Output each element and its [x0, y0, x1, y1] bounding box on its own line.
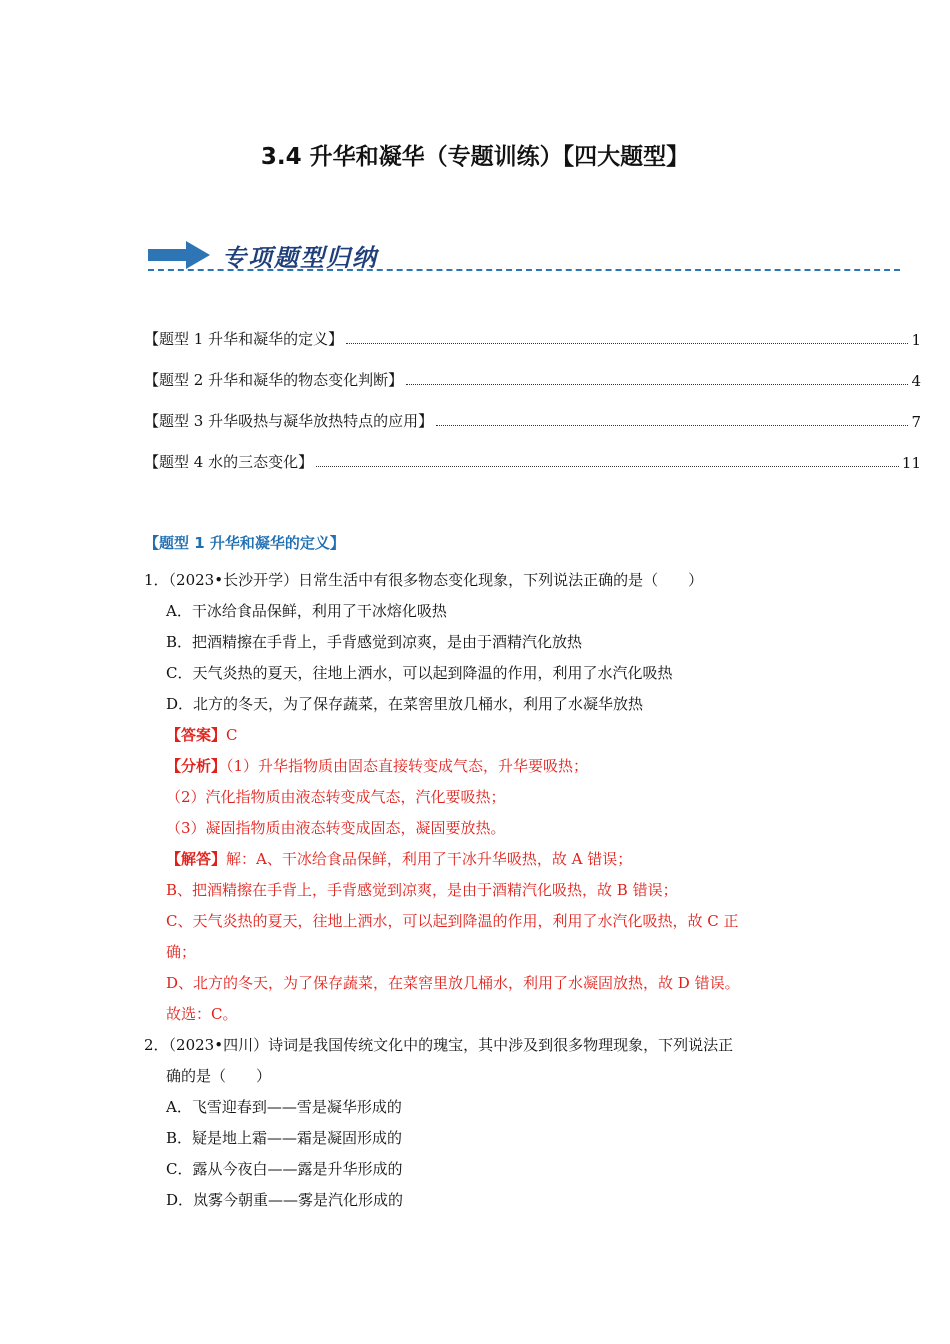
solution-text: D、北方的冬天，为了保存蔬菜，在菜窖里放几桶水，利用了水凝固放热，故 D 错误。 — [166, 974, 740, 992]
solution-text: 确； — [166, 943, 197, 961]
question-1-option-b: B．把酒精擦在手背上，手背感觉到凉爽，是由于酒精汽化放热 — [166, 633, 583, 651]
toc-leader — [346, 342, 908, 344]
analysis-tag: 【分析】 — [166, 757, 227, 775]
question-2-stem: 2．（2023•四川）诗词是我国传统文化中的瑰宝，其中涉及到很多物理现象，下列说法正 — [144, 1036, 734, 1054]
question-1-option-c: C．天气炎热的夏天，往地上洒水，可以起到降温的作用，利用了水汽化吸热 — [166, 664, 673, 682]
answer-line — [166, 725, 238, 745]
analysis-text: （3）凝固指物质由液态转变成固态，凝固要放热。 — [166, 819, 506, 837]
toc-item-label: 【题型 1 升华和凝华的定义】 — [144, 330, 344, 348]
answer-tag: 【答案】 — [166, 726, 227, 744]
solution-text: C、天气炎热的夏天，往地上洒水，可以起到降温的作用，利用了水汽化吸热，故 C 正 — [166, 912, 739, 930]
answer-value: C — [226, 726, 238, 744]
solution-text: 故选：C。 — [166, 1005, 238, 1023]
question-2-option-c: C．露从今夜白——露是升华形成的 — [166, 1160, 403, 1178]
question-1-option-a: A．干冰给食品保鲜，利用了干冰熔化吸热 — [166, 602, 447, 620]
toc-item[interactable] — [144, 349, 921, 390]
solution-tag: 【解答】 — [166, 850, 227, 868]
toc-item-label: 【题型 3 升华吸热与凝华放热特点的应用】 — [144, 412, 434, 430]
question-1-option-d: D．北方的冬天，为了保存蔬菜，在菜窖里放几桶水，利用了水凝华放热 — [166, 695, 644, 713]
banner-title: 专项题型归纳 — [222, 243, 378, 272]
section-banner — [148, 236, 908, 276]
section-heading: 【题型 1 升华和凝华的定义】 — [144, 534, 345, 552]
question-2-option-a: A．飞雪迎春到——雪是凝华形成的 — [166, 1098, 402, 1116]
page-title: 3.4 升华和凝华（专题训练）【四大题型】 — [260, 144, 690, 170]
solution-text: B、把酒精擦在手背上，手背感觉到凉爽，是由于酒精汽化吸热，故 B 错误； — [166, 881, 678, 899]
toc-item-page: 7 — [911, 413, 921, 431]
toc-item-label: 【题型 2 升华和凝华的物态变化判断】 — [144, 371, 404, 389]
analysis-line — [166, 756, 588, 776]
toc-leader — [316, 465, 899, 467]
toc-item-page: 4 — [911, 372, 921, 390]
toc-item[interactable] — [144, 308, 921, 349]
question-1-stem: 1．（2023•长沙开学）日常生活中有很多物态变化现象，下列说法正确的是（ ） — [144, 571, 704, 589]
banner-divider — [148, 269, 900, 271]
analysis-text: （2）汽化指物质由液态转变成气态，汽化要吸热； — [166, 788, 506, 806]
toc-item[interactable] — [144, 431, 921, 472]
right-arrow-icon — [148, 241, 210, 269]
toc-leader — [436, 424, 908, 426]
question-2-option-d: D．岚雾今朝重——雾是汽化形成的 — [166, 1191, 404, 1209]
toc-leader — [406, 383, 908, 385]
solution-text: 解：A、干冰给食品保鲜，利用了干冰升华吸热，故 A 错误； — [226, 850, 633, 868]
toc-item-page: 11 — [901, 454, 921, 472]
toc-item[interactable] — [144, 390, 921, 431]
toc-item-page: 1 — [911, 331, 921, 349]
table-of-contents — [144, 308, 921, 472]
solution-line — [166, 849, 632, 869]
analysis-text: （1）升华指物质由固态直接转变成气态，升华要吸热； — [226, 757, 589, 775]
question-2-stem-cont: 确的是（ ） — [166, 1067, 272, 1085]
question-2-option-b: B．疑是地上霜——霜是凝固形成的 — [166, 1129, 403, 1147]
toc-item-label: 【题型 4 水的三态变化】 — [144, 453, 314, 471]
